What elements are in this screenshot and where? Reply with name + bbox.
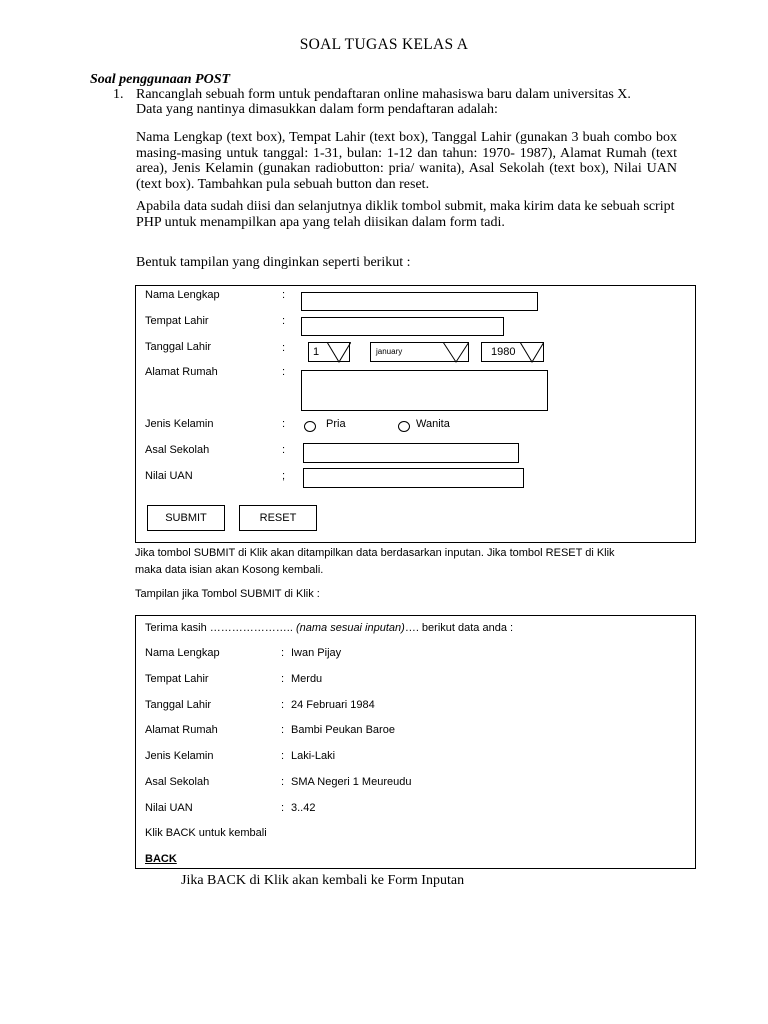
result-value: 24 Februari 1984 <box>291 699 375 711</box>
back-link[interactable]: BACK <box>145 853 177 865</box>
wanita-label: Wanita <box>416 418 450 430</box>
note-line-1: Jika tombol SUBMIT di Klik akan ditampilkan data berdasarkan inputan. Jika tombol RESET di Klik <box>135 547 615 559</box>
form-mockup <box>135 285 696 543</box>
intro-line-1: Rancanglah sebuah form untuk pendaftaran online mahasiswa baru dalam universitas X. <box>136 87 631 102</box>
uan-colon: ; <box>282 470 286 482</box>
jk-label: Jenis Kelamin <box>145 418 214 430</box>
tanggal-colon: : <box>282 342 286 354</box>
result-colon: : <box>281 750 285 762</box>
alamat-textarea[interactable] <box>301 370 548 411</box>
note-line-2: maka data isian akan Kosong kembali. <box>135 564 324 576</box>
result-heading: Tampilan jika Tombol SUBMIT di Klik : <box>135 588 320 600</box>
result-colon: : <box>281 699 285 711</box>
day-value: 1 <box>313 346 320 358</box>
result-value: SMA Negeri 1 Meureudu <box>291 776 412 788</box>
result-label: Jenis Kelamin <box>145 750 214 762</box>
section-heading: Soal penggunaan POST <box>90 72 231 87</box>
result-value: Laki-Laki <box>291 750 336 762</box>
chevron-down-icon <box>327 342 351 363</box>
result-colon: : <box>281 802 285 814</box>
day-select[interactable] <box>308 342 350 362</box>
tempat-input[interactable] <box>301 317 504 336</box>
year-select[interactable] <box>481 342 544 362</box>
pria-radio[interactable] <box>304 421 316 432</box>
sekolah-label: Asal Sekolah <box>145 444 210 456</box>
result-value: Iwan Pijay <box>291 647 342 659</box>
uan-input[interactable] <box>303 468 524 488</box>
uan-label: Nilai UAN <box>145 470 193 482</box>
page-title: SOAL TUGAS KELAS A <box>299 36 469 53</box>
tanggal-label: Tanggal Lahir <box>145 341 212 353</box>
item-number: 1. <box>113 87 124 102</box>
chevron-down-icon <box>443 342 469 363</box>
month-value: january <box>376 347 403 356</box>
result-label: Alamat Rumah <box>145 724 218 736</box>
nama-input[interactable] <box>301 292 538 311</box>
alamat-colon: : <box>282 366 286 378</box>
result-value: Merdu <box>291 673 323 685</box>
result-colon: : <box>281 647 285 659</box>
submit-paragraph: Apabila data sudah diisi dan selanjutnya diklik tombol submit, maka kirim data ke sebuah script PHP untuk menampilkan apa yang telah diisikan dalam form tadi. <box>136 199 675 230</box>
sekolah-input[interactable] <box>303 443 519 463</box>
footer-note: Jika BACK di Klik akan kembali ke Form Inputan <box>181 873 465 888</box>
result-label: Tempat Lahir <box>145 673 209 685</box>
result-mockup <box>135 615 696 869</box>
alamat-label: Alamat Rumah <box>145 366 218 378</box>
tempat-label: Tempat Lahir <box>145 315 209 327</box>
result-colon: : <box>281 724 285 736</box>
result-label: Nama Lengkap <box>145 647 220 659</box>
tempat-colon: : <box>282 315 286 327</box>
result-label: Asal Sekolah <box>145 776 210 788</box>
result-value: Bambi Peukan Baroe <box>291 724 395 736</box>
thanks-prefix: Terima kasih ………………….. <box>145 622 296 634</box>
thanks-italic: (nama sesuai inputan) <box>295 622 405 634</box>
result-colon: : <box>281 776 285 788</box>
result-label: Nilai UAN <box>145 802 193 814</box>
result-label: Tanggal Lahir <box>145 699 212 711</box>
thanks-suffix: …. berikut data anda : <box>404 622 514 634</box>
back-hint: Klik BACK untuk kembali <box>145 827 267 839</box>
submit-button[interactable]: SUBMIT <box>147 505 225 531</box>
sekolah-colon: : <box>282 444 286 456</box>
nama-colon: : <box>282 289 286 301</box>
wanita-radio[interactable] <box>398 421 410 432</box>
reset-button[interactable]: RESET <box>239 505 317 531</box>
month-select[interactable] <box>370 342 469 362</box>
display-intro: Bentuk tampilan yang dinginkan seperti berikut : <box>136 255 411 270</box>
pria-label: Pria <box>326 418 346 430</box>
year-value: 1980 <box>491 346 516 358</box>
chevron-down-icon <box>520 342 544 363</box>
result-colon: : <box>281 673 285 685</box>
intro-line-2: Data yang nantinya dimasukkan dalam form pendaftaran adalah: <box>136 102 498 117</box>
jk-colon: : <box>282 418 286 430</box>
result-value: 3..42 <box>291 802 316 814</box>
fields-paragraph: Nama Lengkap (text box), Tempat Lahir (text box), Tanggal Lahir (gunakan 3 buah combo box masing-masing untuk tanggal: 1-31, bulan: 1-12 dan tahun: 1970- 1987), Alamat Rumah (text area), Jenis Kelamin (gunakan radiobutton: pria/ wanita), Asal Sekolah (text box), Nilai UAN (text box). Tambahkan pula sebuah button dan reset. <box>136 130 677 192</box>
nama-label: Nama Lengkap <box>145 289 220 301</box>
thanks-line <box>145 622 513 634</box>
